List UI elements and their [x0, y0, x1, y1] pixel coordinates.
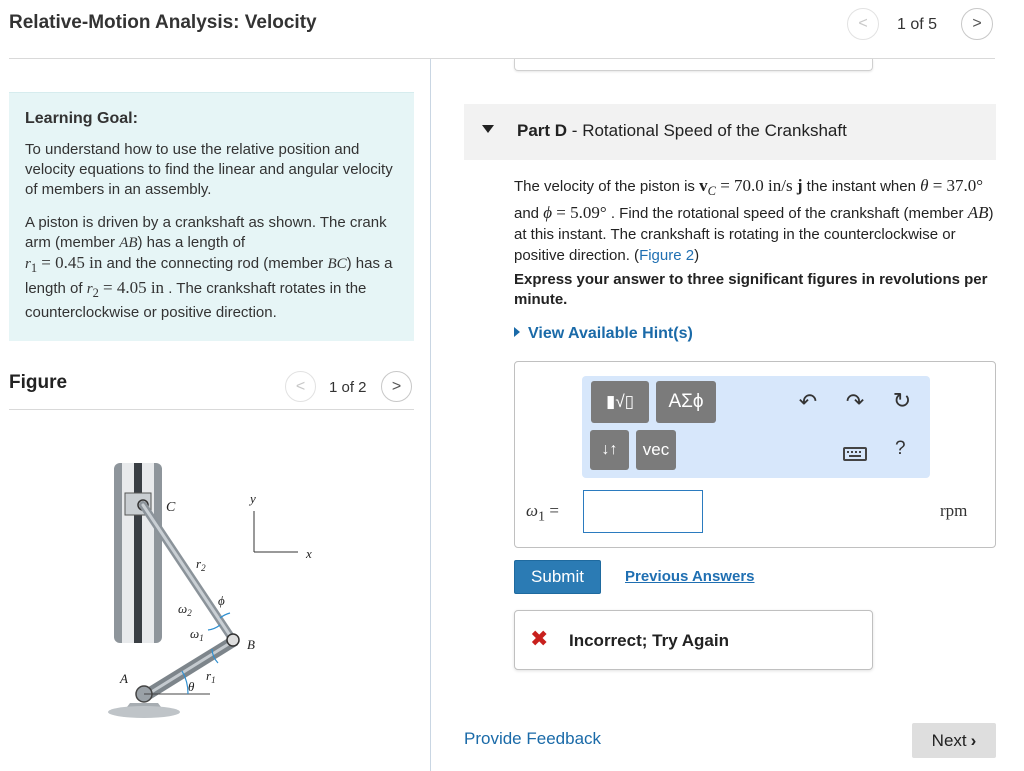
subscript-superscript-button[interactable]: ↓↑: [590, 430, 629, 470]
chevron-right-icon: ›: [970, 730, 977, 750]
label-omega2: $\omega_2$: [178, 601, 192, 618]
previous-answers-link[interactable]: Previous Answers: [625, 568, 755, 585]
label-x: x: [306, 546, 312, 561]
label-a: A: [120, 671, 128, 686]
caret-right-icon: [514, 327, 520, 337]
ground: [108, 706, 180, 718]
learning-goal-description: A piston is driven by a crankshaft as shown. The crank arm (member AB) has a length of $r_1 = 0.45$ in and the connecting rod (member BC) has a length of $r_2 = 4.05$ in . The crankshaft rotates in the counterclockwise or positive direction.: [25, 214, 393, 321]
answer-variable-label: $\omega_1$ =: [526, 501, 559, 525]
label-phi: ϕ: [218, 593, 225, 608]
collapse-caret-icon[interactable]: [482, 125, 494, 133]
figure-2-link[interactable]: Figure 2: [639, 247, 695, 264]
label-omega1: $\omega_1$: [190, 626, 204, 643]
label-theta: θ: [188, 679, 195, 694]
omega2-arc: [208, 625, 220, 630]
next-button[interactable]: Next ›: [912, 723, 996, 758]
unit-label: rpm: [940, 501, 968, 520]
undo-icon[interactable]: ↶: [798, 389, 818, 414]
figure-next-button[interactable]: [381, 371, 412, 402]
provide-feedback-link[interactable]: Provide Feedback: [464, 729, 602, 748]
figure-pager-count: 1 of 2: [329, 379, 367, 396]
learning-goal-panel: [9, 92, 414, 341]
previous-part-box-edge: [514, 59, 873, 71]
phi-arc: [220, 613, 230, 618]
label-r1: $r_1$: [206, 668, 216, 685]
figure-previous-button[interactable]: [285, 371, 316, 402]
submit-button[interactable]: Submit: [514, 560, 601, 594]
part-title[interactable]: Part D - Rotational Speed of the Crankshaft: [517, 121, 847, 140]
reset-icon[interactable]: ↻: [892, 388, 912, 413]
pane-splitter[interactable]: [430, 59, 431, 771]
templates-button[interactable]: ▮√▯: [591, 381, 649, 423]
help-button[interactable]: ?: [895, 438, 906, 459]
item-pager-count: 1 of 5: [897, 16, 938, 33]
answer-input[interactable]: [583, 490, 703, 533]
keyboard-icon[interactable]: [843, 447, 867, 461]
chevron-right-icon: >: [391, 377, 402, 395]
learning-goal-heading: Learning Goal:: [25, 110, 138, 127]
page-title: Relative-Motion Analysis: Velocity: [9, 12, 317, 33]
vector-button[interactable]: vec: [636, 430, 676, 470]
feedback-message: Incorrect; Try Again: [569, 631, 729, 650]
greek-symbols-button[interactable]: ΑΣϕ: [656, 381, 716, 423]
label-y: y: [250, 491, 256, 506]
label-c: C: [166, 500, 176, 515]
chevron-right-icon: >: [972, 15, 982, 32]
chevron-left-icon: <: [858, 15, 868, 32]
problem-statement: The velocity of the piston is $v_C = 70.0$ in/s j the instant when θ = 37.0° and ϕ = 5.09° . Find the rotational speed of the crankshaft (member AB) at this instant. The crankshaft is rotating in the counterclockwise or positive direction. (Figure 2): [514, 176, 994, 264]
crankshaft-figure[interactable]: [100, 455, 340, 735]
learning-goal-text: To understand how to use the relative position and velocity equations to find the linear and angular velocity of members in an assembly.: [25, 141, 393, 198]
incorrect-icon: ✖: [530, 626, 549, 651]
label-b: B: [247, 637, 255, 652]
pin-b: [227, 634, 239, 646]
previous-item-button[interactable]: [847, 8, 879, 40]
view-hints-toggle[interactable]: View Available Hint(s): [514, 325, 693, 343]
redo-icon[interactable]: ↷: [845, 389, 865, 414]
next-item-button[interactable]: [961, 8, 993, 40]
figure-label: Figure: [9, 372, 68, 393]
label-r2: $r_2$: [196, 556, 206, 573]
answer-instruction: Express your answer to three significant figures in revolutions per minute.: [514, 271, 988, 308]
chevron-left-icon: <: [295, 377, 306, 395]
piston-rod: [134, 463, 142, 643]
figure-divider: [9, 409, 414, 410]
